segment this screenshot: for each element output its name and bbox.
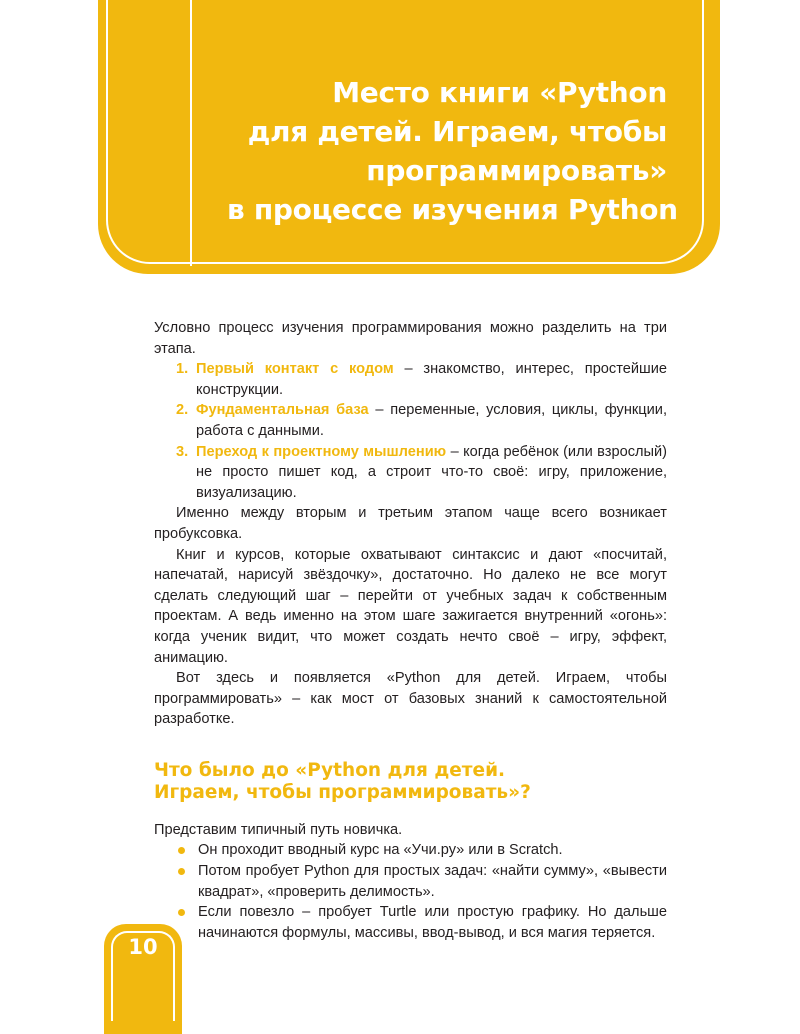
- bullet-item: [154, 902, 667, 943]
- chapter-header-divider: [190, 0, 192, 266]
- page-body: [154, 318, 667, 943]
- chapter-title-line: Место книги «Python: [332, 76, 667, 109]
- stage-item: [154, 400, 667, 441]
- stage-number: 1.: [176, 361, 189, 378]
- stage-title: Первый контакт с кодом: [196, 361, 394, 378]
- stage-number: 2.: [176, 402, 189, 419]
- section-lead: Представим типичный путь новичка.: [154, 821, 403, 838]
- stage-item: [154, 359, 667, 400]
- chapter-title-line: в процессе изучения Python: [227, 193, 678, 226]
- section-heading: [154, 760, 667, 804]
- stages-list: [154, 359, 667, 503]
- stage-item: [154, 442, 667, 504]
- stage-title: Переход к проектному мышлению: [196, 443, 447, 460]
- body-paragraph: Книг и курсов, которые охватывают синтаксис и дают «посчитай, напечатай, нарисуй звёздочку», достаточно. Но далеко не все могут сделать следующий шаг – перейти от учебных задач к собственным проектам. А ведь именно на этом шаге зажигается внутренний «огонь»: когда ученик видит, что может создать нечто своё – игру, эффект, анимацию.: [154, 546, 667, 666]
- bullet-item: [154, 840, 667, 861]
- stage-number: 3.: [176, 443, 189, 460]
- path-bullet-list: [154, 840, 667, 943]
- bullet-dot-icon: [178, 909, 185, 916]
- stage-text: – переменные, условия, циклы, функции, работа с данными.: [196, 402, 668, 439]
- stage-text: – когда ребёнок (или взрослый) не просто пишет код, а строит что-то своё: игру, приложение, визуализацию.: [196, 443, 668, 501]
- chapter-title-line: программировать»: [366, 154, 667, 187]
- stage-text: – знакомство, интерес, простейшие конструкции.: [196, 361, 667, 398]
- page-number: 10: [128, 935, 158, 959]
- bullet-item: [154, 861, 667, 902]
- bullet-text: Если повезло – пробует Turtle или простую графику. Но дальше начинаются формулы, массивы, ввод-вывод, и вся магия теряется.: [198, 904, 667, 941]
- bullet-text: Он проходит вводный курс на «Учи.ру» или в Scratch.: [198, 842, 563, 859]
- bullet-dot-icon: [178, 868, 185, 875]
- bullet-dot-icon: [178, 847, 185, 854]
- section-heading-line: Играем, чтобы программировать»?: [154, 781, 531, 803]
- stage-title: Фундаментальная база: [196, 402, 369, 419]
- chapter-title: [227, 73, 678, 229]
- body-paragraph: Вот здесь и появляется «Python для детей. Играем, чтобы программировать» – как мост от базовых знаний к самостоятельной разработке.: [154, 670, 667, 728]
- intro-paragraph: Условно процесс изучения программирования можно разделить на три этапа.: [154, 320, 667, 357]
- bullet-text: Потом пробует Python для простых задач: «найти сумму», «вывести квадрат», «проверить делимость».: [198, 863, 667, 900]
- chapter-title-line: для детей. Играем, чтобы: [247, 115, 667, 148]
- body-paragraph: Именно между вторым и третьим этапом чаще всего возникает пробуксовка.: [154, 505, 667, 542]
- section-heading-line: Что было до «Python для детей.: [154, 759, 506, 781]
